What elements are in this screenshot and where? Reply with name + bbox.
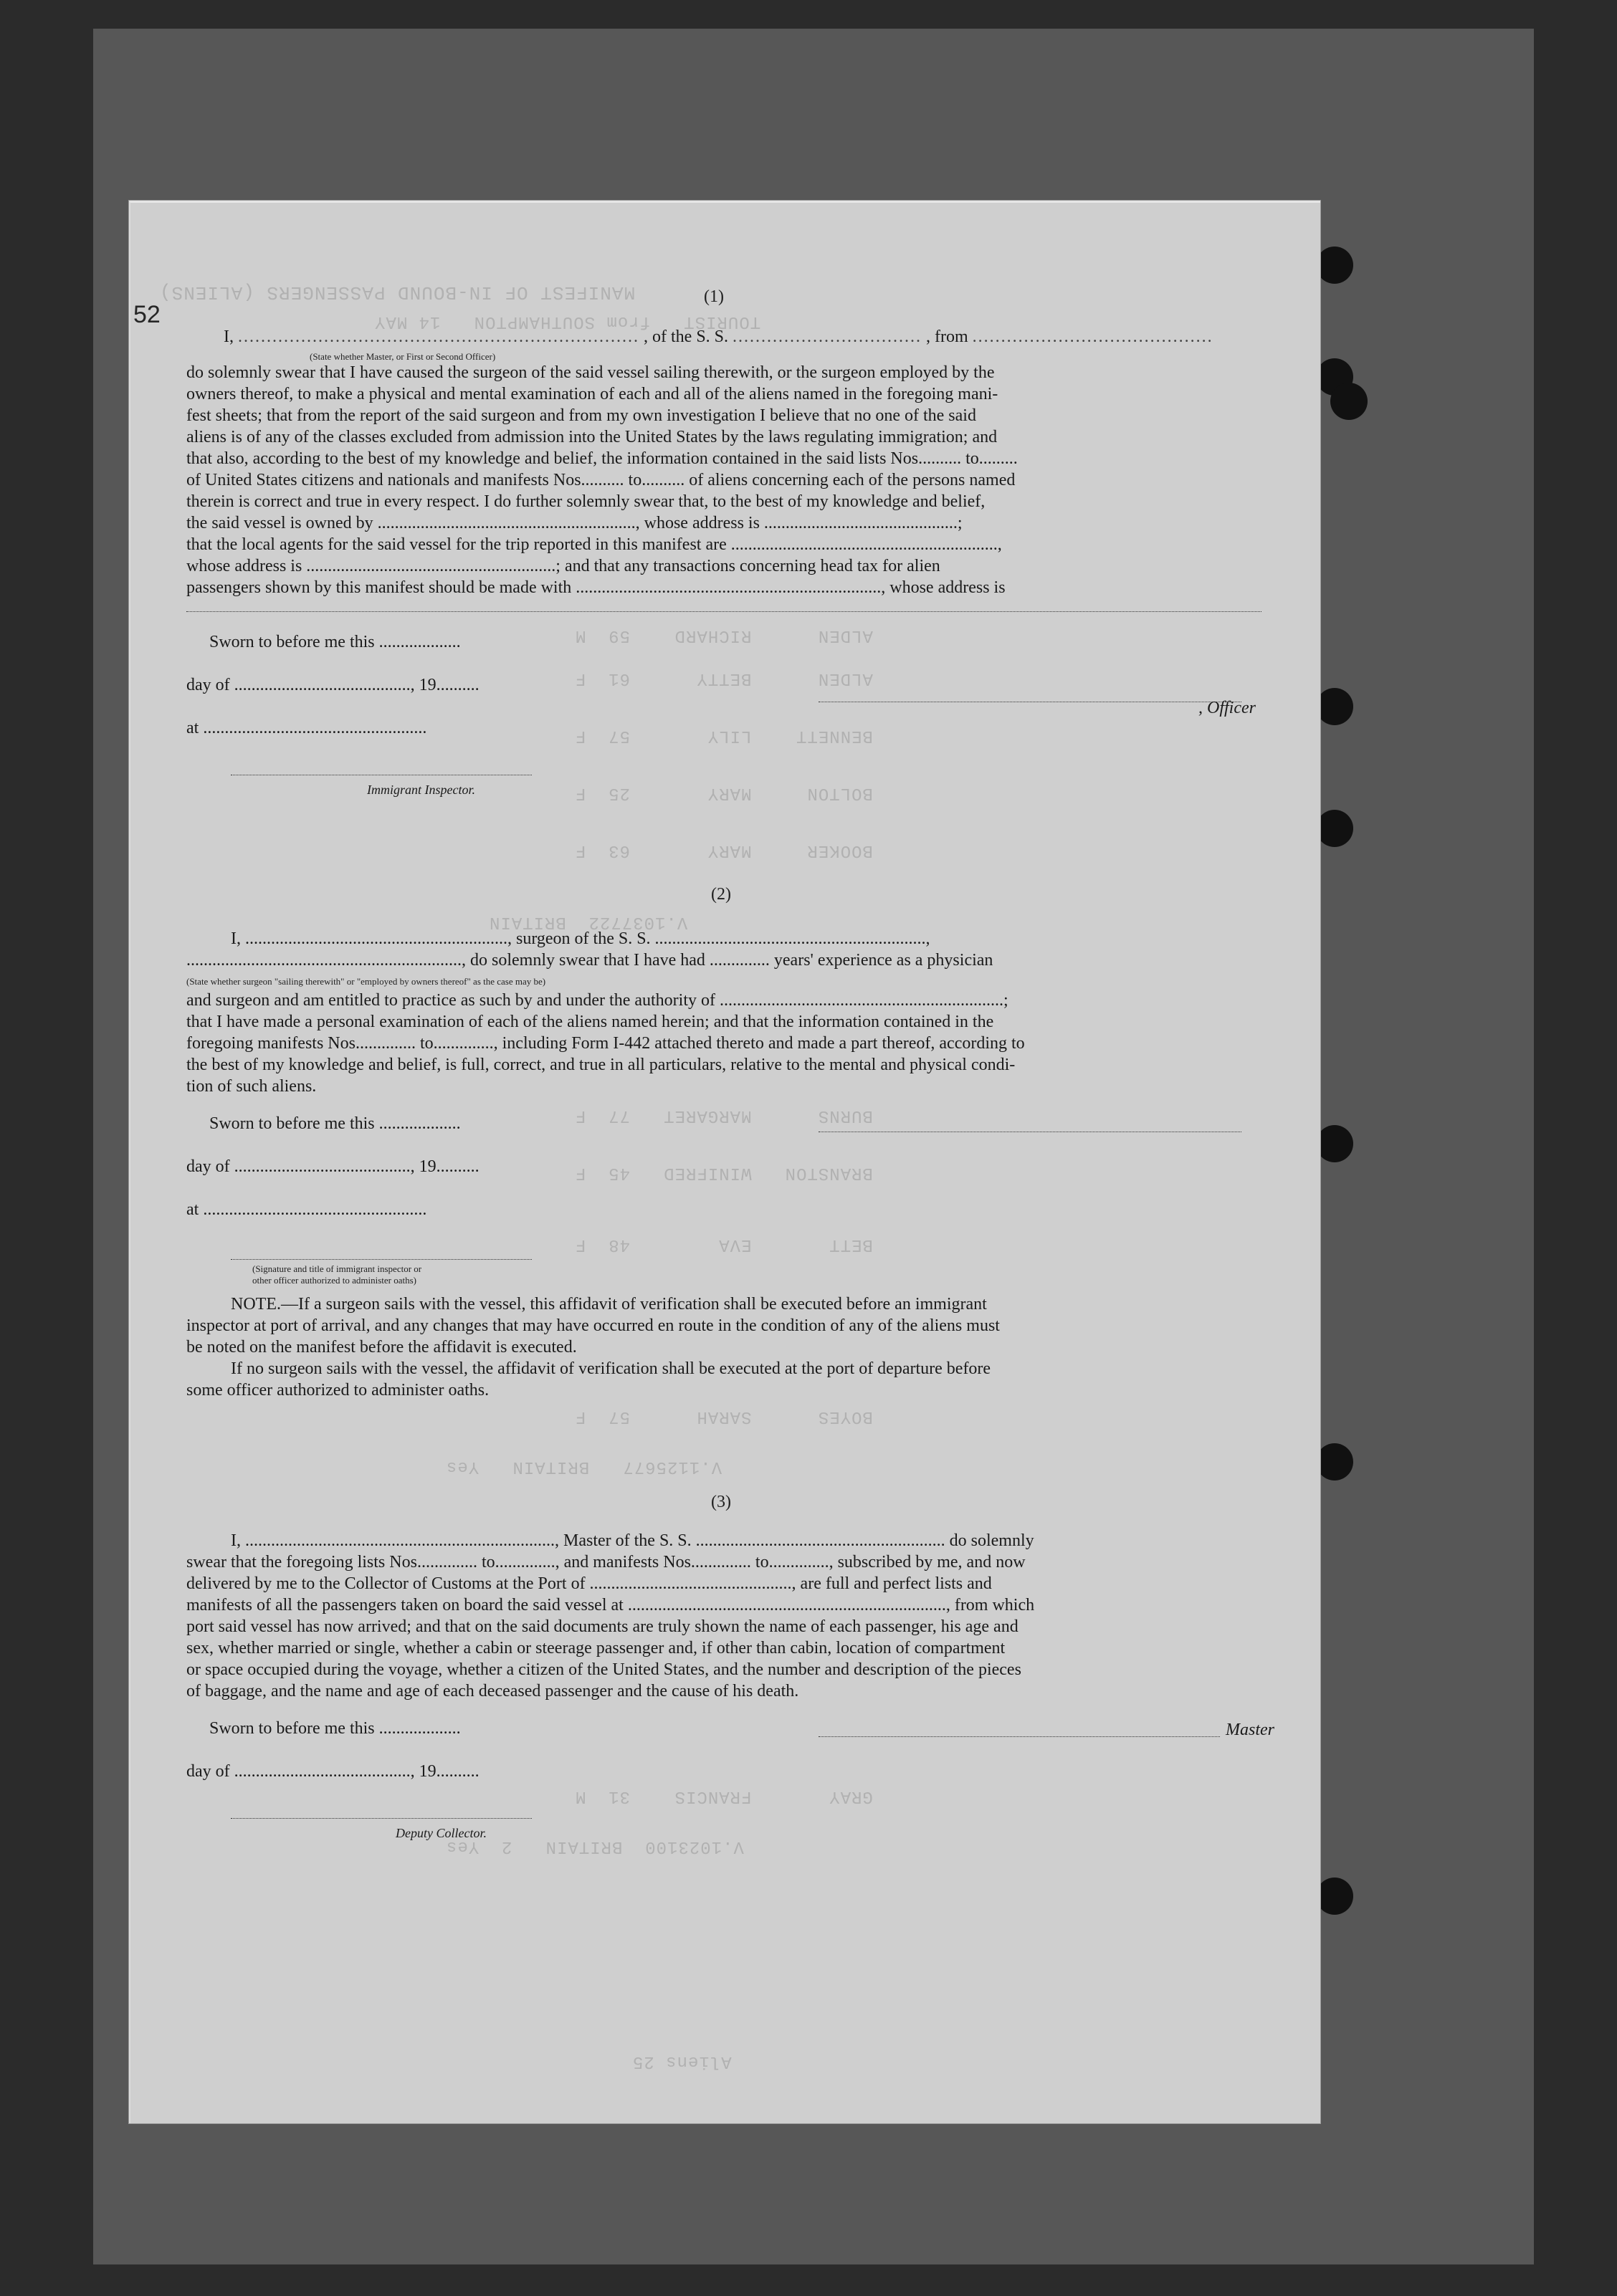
section2-body-line: and surgeon and am entitled to practice as such by and under the authority of ..................................................................; [186,991,1008,1010]
signature-line [186,611,1261,612]
day-of-label: day of ........................................., 19.......... [186,1157,480,1176]
section3-body-line: sex, whether married or single, whether a cabin or steerage passenger and, if other than cabin, location of compartment [186,1639,1006,1658]
bleed-through-text: V.1125677 BRITAIN Yes [446,1457,722,1476]
section1-body-line: that the local agents for the said vessel for the trip reported in this manifest are .............................................................., [186,535,1002,554]
immigrant-inspector-label: Immigrant Inspector. [367,783,475,797]
section1-body-line: whose address is ..........................................................; and that any transactions concerning head tax for alien [186,557,940,575]
note-line: some officer authorized to administer oaths. [186,1381,490,1400]
note-line: be noted on the manifest before the affidavit is executed. [186,1338,577,1357]
note-line: If no surgeon sails with the vessel, the affidavit of verification shall be executed at the port of departure before [231,1359,991,1378]
bleed-through-text: BETT EVA 48 F [575,1235,873,1254]
signature-note: other officer authorized to administer oaths) [252,1275,416,1286]
section2-swear: ................................................................, do solemnly swear that I have had .............. years' experience as a physician [186,951,993,970]
section-number-2: (2) [711,885,731,904]
bleed-through-text: BOYES SARAH 57 F [575,1407,873,1426]
at-label: at .................................................... [186,719,427,737]
section1-body-line: do solemnly swear that I have caused the surgeon of the said vessel sailing therewith, or the surgeon employed by the [186,363,995,382]
section3-body-line: or space occupied during the voyage, whether a citizen of the United States, and the number and description of the pieces [186,1660,1021,1679]
sworn-label: Sworn to before me this ................... [209,1719,461,1738]
bleed-through-text: BENNETT LILY 57 F [575,726,873,745]
sworn-label: Sworn to before me this ................... [209,633,461,651]
section1-body-line: of United States citizens and nationals and manifests Nos.......... to.......... of aliens concerning each of the persons named [186,471,1016,489]
from-label: , from [926,327,968,346]
bleed-through-text: TOURIST from SOUTHAMPTON 14 MAY [374,312,761,331]
section3-body-line: swear that the foregoing lists Nos.............. to.............., and manifests Nos.............. to.............., subscribed by me, and now [186,1553,1026,1572]
intro-prefix: I, [224,327,234,346]
section1-body-line: owners thereof, to make a physical and mental examination of each and all of the aliens named in the foregoing mani- [186,385,998,403]
section1-body-line: that also, according to the best of my knowledge and belief, the information contained in the said lists Nos.......... to......... [186,449,1018,468]
punch-hole [1316,1878,1353,1915]
section2-body-line: that I have made a personal examination of each of the aliens named herein; and that the information contained in the [186,1013,994,1031]
bleed-through-text: V.1037722 BRITAIN [489,912,688,932]
punch-hole [1330,383,1368,420]
section3-body-line: I, ........................................................................, Master of the S. S. .......................................................... do solemnly [231,1531,1034,1550]
at-label: at .................................................... [186,1200,427,1219]
of-ss-label: , of the S. S. [644,327,729,346]
note-line: NOTE.—If a surgeon sails with the vessel, this affidavit of verification shall be executed before an immigrant [231,1295,987,1314]
section1-body-line: aliens is of any of the classes excluded from admission into the United States by the laws regulating immigration; and [186,428,998,446]
note-line: inspector at port of arrival, and any changes that may have occurred en route in the condition of any of the aliens must [186,1316,1000,1335]
signature-line [231,1259,532,1260]
punch-hole [1316,1443,1353,1481]
section3-body-line: manifests of all the passengers taken on board the said vessel at .........................................................................., from which [186,1596,1035,1615]
page-number: 52 [133,301,161,328]
section2-body-line: tion of such aliens. [186,1077,317,1096]
surgeon-note: (State whether surgeon "sailing therewith" or "employed by owners thereof" as the case may be) [186,976,546,987]
bleed-through-text: BOOKER MARY 63 F [575,841,873,860]
section2-intro: I, ............................................................., surgeon of the S. S. ..............................................................., [231,929,930,948]
officer-note: (State whether Master, or First or Second Officer) [310,351,496,362]
day-of-label: day of ........................................., 19.......... [186,1762,480,1781]
bleed-through-text: GRAY FRANCIS 31 M [575,1786,873,1806]
punch-hole [1316,247,1353,284]
signature-line [819,1736,1220,1737]
bleed-through-text: Aliens 25 [632,2052,732,2071]
signature-line [231,1818,532,1819]
bleed-through-text: BRANSTON WINIFRED 45 F [575,1163,873,1182]
officer-title: , Officer [1198,699,1256,717]
section3-body-line: delivered by me to the Collector of Customs at the Port of ..............................................., are full and perfect lists and [186,1574,992,1593]
section-number-3: (3) [711,1493,731,1511]
punch-hole [1316,1125,1353,1162]
section3-body-line: port said vessel has now arrived; and that on the said documents are truly shown the name of each passenger, his age and [186,1617,1019,1636]
section2-body-line: foregoing manifests Nos.............. to.............., including Form I-442 attached thereto and made a part thereof, according to [186,1034,1025,1053]
master-label: Master [1226,1721,1274,1739]
bleed-through-text: V.1023100 BRITAIN 2 Yes [446,1837,744,1856]
section1-intro: I, ...................................................................... , of the S. S. ................................. , from .......................................... [224,327,1213,346]
signature-note: (Signature and title of immigrant inspector or [252,1263,422,1274]
section2-body-line: the best of my knowledge and belief, is full, correct, and true in all particulars, relative to the mental and physical condi- [186,1056,1016,1074]
section1-body-line: fest sheets; that from the report of the said surgeon and from my own investigation I believe that no one of the said [186,406,976,425]
bleed-through-text: BOLTON MARY 25 F [575,783,873,803]
sworn-label: Sworn to before me this ................... [209,1114,461,1133]
bleed-through-text: ALDEN BETTY 61 F [575,669,873,688]
bleed-through-text: BURNS MARGARET 77 F [575,1106,873,1125]
section3-body-line: of baggage, and the name and age of each deceased passenger and the cause of his death. [186,1682,799,1701]
section1-body-line: therein is correct and true in every respect. I do further solemnly swear that, to the best of my knowledge and belief, [186,492,986,511]
bleed-through-text: MANIFEST OF IN-BOUND PASSENGERS (ALIENS) [159,282,636,303]
manifest-page [129,201,1320,2123]
section1-body-line: the said vessel is owned by ............................................................, whose address is .............................................; [186,514,963,532]
punch-hole [1316,688,1353,725]
section-number-1: (1) [704,287,724,306]
punch-hole [1316,810,1353,847]
day-of-label: day of ........................................., 19.......... [186,676,480,694]
deputy-collector-label: Deputy Collector. [396,1826,487,1840]
bleed-through-text: ALDEN RICHARD 59 M [575,626,873,645]
section1-body-line: passengers shown by this manifest should be made with ......................................................................., whose address is [186,578,1006,597]
